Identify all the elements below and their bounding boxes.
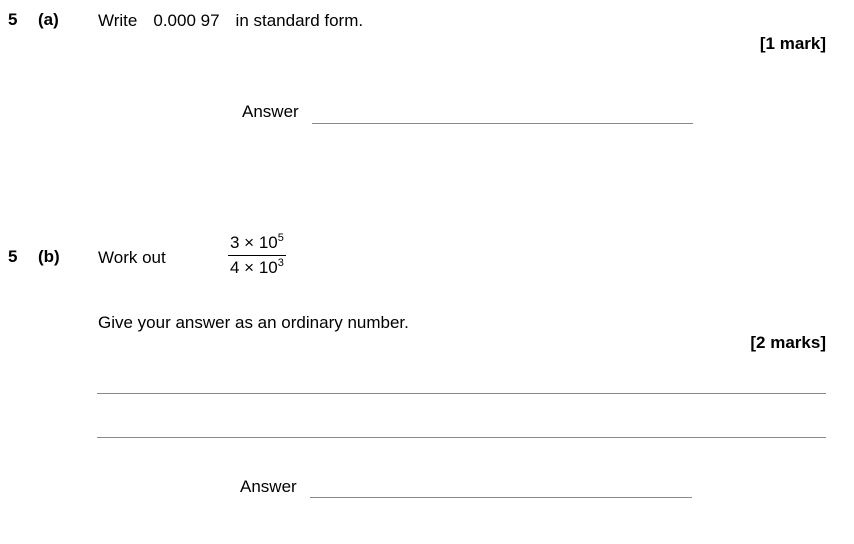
marks-label: [2 marks] [750,333,826,352]
answer-line[interactable] [310,497,692,498]
answer-line[interactable] [312,123,693,124]
question-prompt: Work out [98,248,166,267]
question-number: 5 [8,10,18,29]
working-line[interactable] [97,393,826,394]
question-part-label: (a) [38,10,59,29]
denominator-exponent: 3 [277,257,284,269]
answer-label: Answer [242,102,299,121]
numerator-exponent: 5 [277,232,284,244]
given-value: 0.000 97 [153,11,220,30]
fraction-expression [228,233,286,278]
question-prompt [98,11,363,31]
instruction-text: Give your answer as an ordinary number. [98,313,409,332]
question-number: 5 [8,247,18,266]
marks-label: [1 mark] [759,34,826,53]
numerator-coefficient: 3 × 10 [230,233,278,252]
working-line[interactable] [97,437,826,438]
question-part-label: (b) [38,247,60,266]
answer-label: Answer [240,477,297,496]
prompt-before: Write [98,11,138,30]
fraction-denominator [228,256,286,278]
denominator-coefficient: 4 × 10 [230,258,278,277]
prompt-after: in standard form. [235,11,364,30]
fraction-numerator [228,233,286,256]
